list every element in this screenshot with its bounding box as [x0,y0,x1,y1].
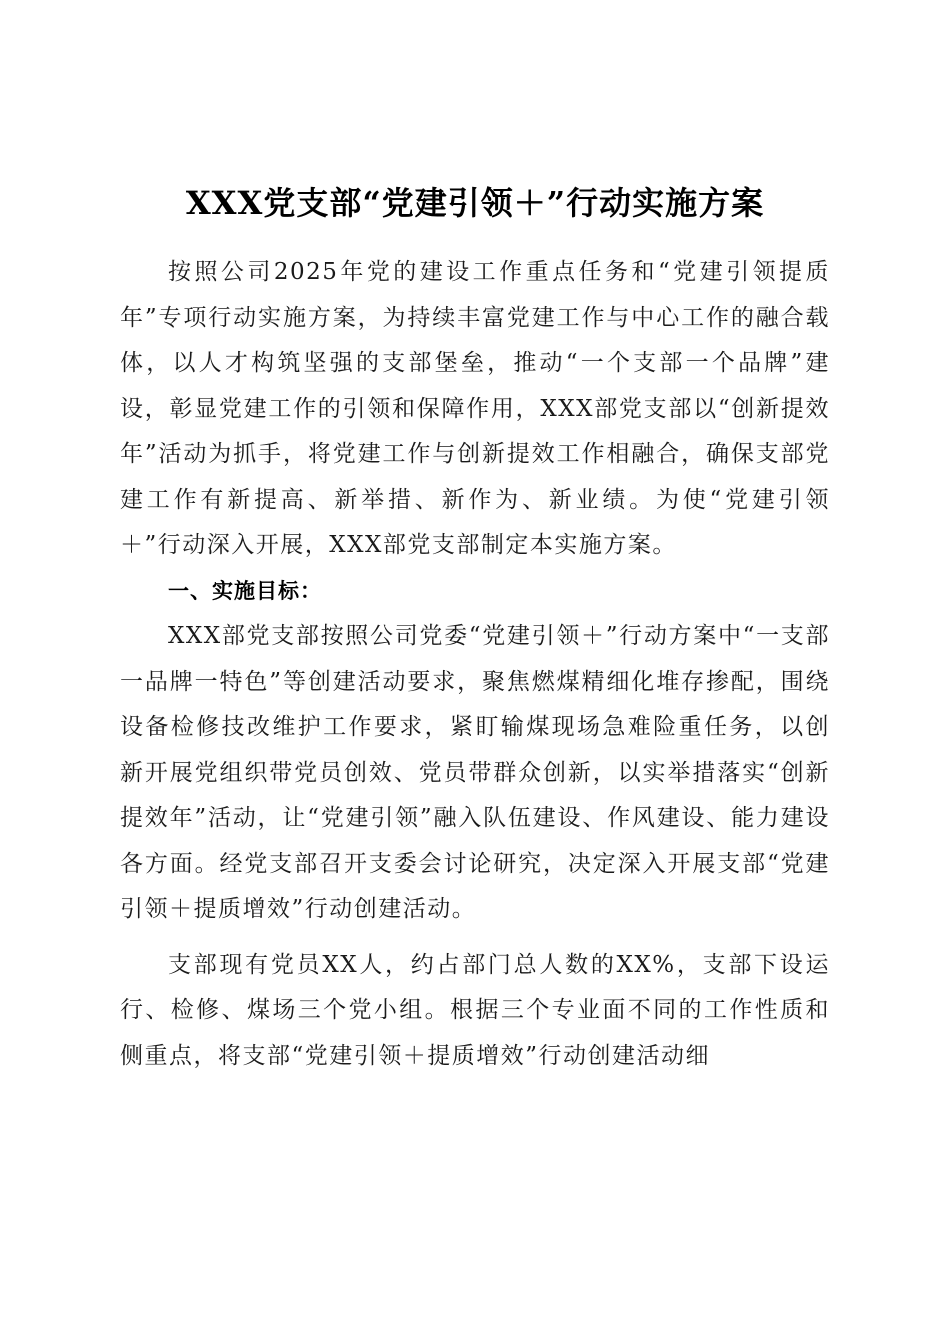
goals-paragraph: XXX部党支部按照公司党委“党建引领＋”行动方案中“一支部一品牌一特色”等创建活动要求，聚焦燃煤精细化堆存掺配，围绕设备检修技改维护工作要求，紧盯输煤现场急难险重任务，以创新开展党组织带党员创效、党员带群众创新，以实举措落实“创新提效年”活动，让“党建引领”融入队伍建设、作风建设、能力建设各方面。经党支部召开支委会讨论研究，决定深入开展支部“党建引领＋提质增效”行动创建活动。 [120,623,830,922]
members-paragraph: 支部现有党员XX人，约占部门总人数的XX%，支部下设运行、检修、煤场三个党小组。根据三个专业面不同的工作性质和侧重点，将支部“党建引领＋提质增效”行动创建活动细 [120,951,830,1069]
intro-paragraph: 按照公司2025年党的建设工作重点任务和“党建引领提质年”专项行动实施方案，为持续丰富党建工作与中心工作的融合载体，以人才构筑坚强的支部堡垒，推动“一个支部一个品牌”建设，彰显党建工作的引领和保障作用，XXX部党支部以“创新提效年”活动为抓手，将党建工作与创新提效工作相融合，确保支部党建工作有新提高、新举措、新作为、新业绩。为使“党建引领＋”行动深入开展，XXX部党支部制定本实施方案。 [120,259,830,558]
section-heading-goals: 一、实施目标： [168,578,322,603]
document-title: XXX党支部“党建引领＋”行动实施方案 [185,184,765,222]
document-body [120,250,830,1079]
paragraph-gap [120,933,830,943]
